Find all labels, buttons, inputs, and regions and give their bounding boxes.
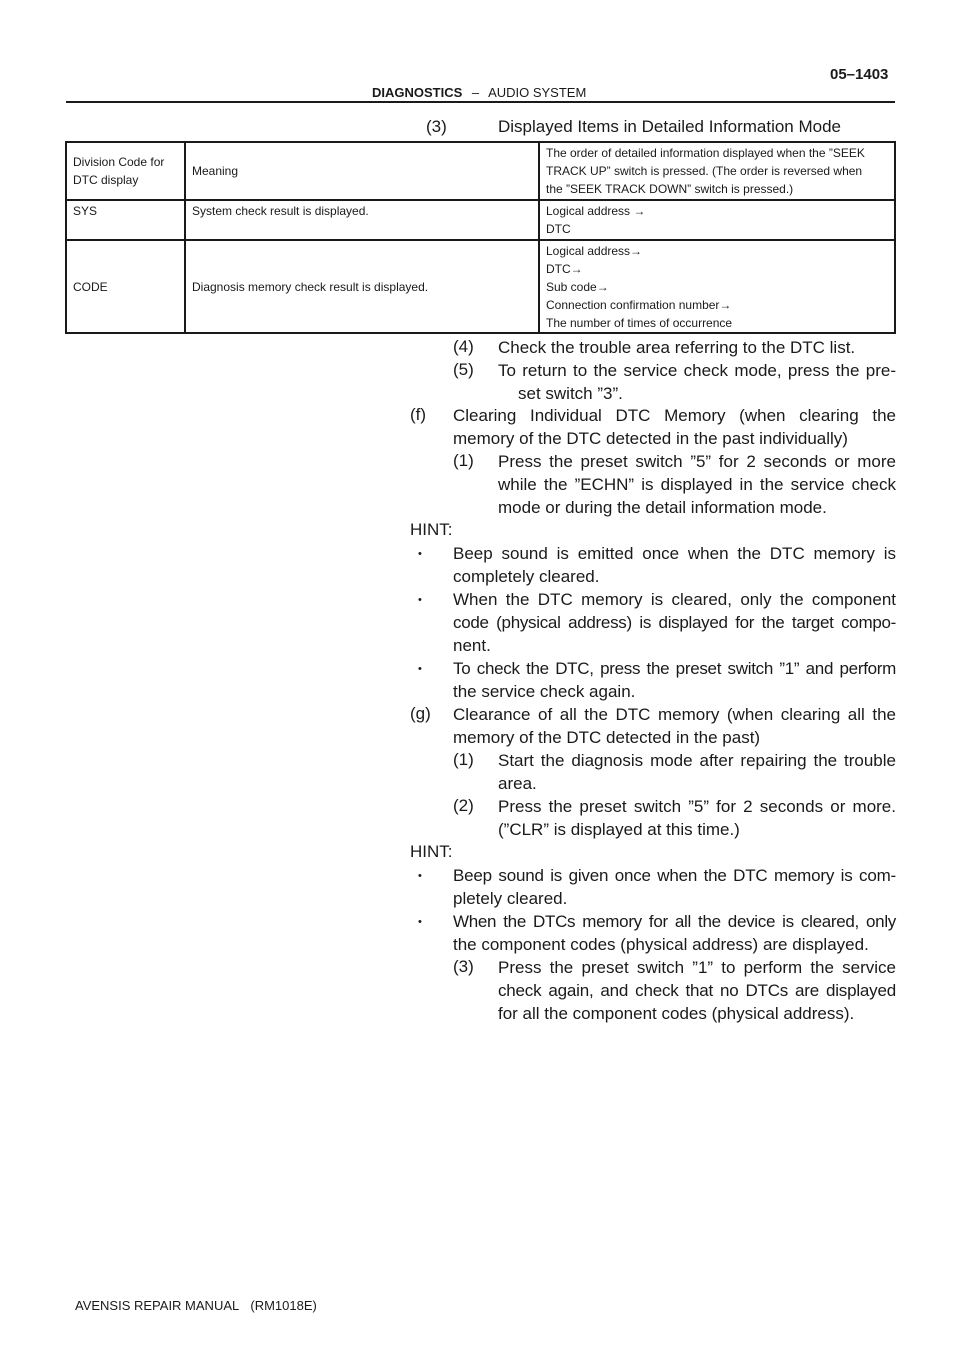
hint-label: HINT:: [410, 520, 453, 539]
header-rule: [66, 101, 895, 103]
step-line: Start the diagnosis mode after repairing the trouble: [498, 751, 896, 770]
table-title-text: Displayed Items in Detailed Information Mode: [498, 117, 841, 136]
hint-line: Beep sound is given once when the DTC memory is com-: [453, 866, 896, 885]
hint-line: When the DTC memory is cleared, only the component: [453, 590, 896, 609]
hint-item: [453, 865, 896, 911]
section-heading: [453, 704, 896, 750]
running-header: [372, 85, 586, 100]
header-order-line: The order of detailed information displayed when the ”SEEK: [546, 146, 865, 160]
table-header-row: [66, 142, 895, 200]
row-order-cell: [539, 240, 895, 333]
step-number: (1): [453, 451, 474, 470]
footer-code: (RM1018E): [250, 1298, 317, 1313]
step-line: check again, and check that no DTCs are displayed: [498, 980, 896, 1000]
step-line: Press the preset switch ”1” to perform the service: [498, 958, 896, 977]
step-number: (3): [453, 957, 474, 976]
table-title-number: (3): [426, 117, 447, 136]
step-line: set switch ”3”.: [518, 383, 623, 403]
hint-line: pletely cleared.: [453, 888, 568, 908]
step-number: (2): [453, 796, 474, 815]
bullet-icon: •: [418, 870, 422, 882]
header-meaning-cell: Meaning: [185, 142, 539, 200]
section-line: memory of the DTC detected in the past): [453, 727, 761, 747]
hint-item: [453, 543, 896, 589]
step-line: To return to the service check mode, press the pre-: [498, 361, 896, 380]
hint-label: HINT:: [410, 842, 453, 861]
section-label: (g): [410, 704, 431, 723]
hint-line: completely cleared.: [453, 566, 600, 586]
hint-line: To check the DTC, press the preset switch ”1” and perform: [453, 659, 896, 678]
page-number: 05–1403: [830, 66, 889, 83]
row-meaning-cell: System check result is displayed.: [185, 200, 539, 240]
row-order-line: Logical address →: [546, 204, 646, 218]
table-row: [66, 200, 895, 240]
header-code-line: DTC display: [73, 173, 139, 187]
row-order-cell: [539, 200, 895, 240]
header-section: DIAGNOSTICS: [372, 85, 463, 100]
bullet-icon: •: [418, 594, 422, 606]
row-order-line: The number of times of occurrence: [546, 316, 733, 330]
step-line: mode or during the detail information mode.: [498, 497, 827, 517]
step-line: Check the trouble area referring to the DTC list.: [498, 338, 856, 357]
row-code-cell: SYS: [66, 200, 185, 240]
header-code-line: Division Code for: [73, 155, 165, 169]
section-line: memory of the DTC detected in the past individually): [453, 428, 848, 448]
hint-line: nent.: [453, 635, 491, 655]
hint-item: [453, 658, 896, 704]
header-code-cell: [66, 142, 185, 200]
row-order-line: Connection confirmation number→: [546, 298, 732, 312]
header-separator: –: [471, 85, 480, 100]
section-line: Clearing Individual DTC Memory (when clearing the: [453, 406, 896, 425]
header-order-cell: [539, 142, 895, 200]
footer-manual: AVENSIS REPAIR MANUAL: [75, 1298, 239, 1313]
section-heading: [453, 405, 896, 451]
row-order-line: DTC: [546, 222, 571, 236]
step-text: [498, 360, 896, 406]
bullet-icon: •: [418, 663, 422, 675]
row-order-line: Logical address→: [546, 244, 643, 258]
table-title: [426, 117, 841, 137]
section-line: Clearance of all the DTC memory (when clearing all the: [453, 705, 896, 724]
hint-line: code (physical address) is displayed for the target compo-: [453, 612, 896, 632]
detailed-info-table: [65, 141, 896, 334]
row-code-cell: CODE: [66, 240, 185, 333]
row-order-line: Sub code→: [546, 280, 609, 294]
step-line: for all the component codes (physical address).: [498, 1003, 855, 1023]
hint-line: the service check again.: [453, 681, 636, 701]
step-line: area.: [498, 773, 537, 793]
step-line: while the ”ECHN” is displayed in the service check: [498, 474, 896, 494]
hint-line: Beep sound is emitted once when the DTC memory is: [453, 544, 896, 563]
step-number: (1): [453, 750, 474, 769]
hint-line: When the DTCs memory for all the device is cleared, only: [453, 912, 896, 931]
row-order-line: DTC→: [546, 262, 583, 276]
step-line: (”CLR” is displayed at this time.): [498, 819, 740, 839]
hint-item: [453, 911, 896, 957]
section-label: (f): [410, 405, 427, 424]
footer: [75, 1298, 317, 1313]
step-line: Press the preset switch ”5” for 2 seconds or more: [498, 452, 896, 471]
bullet-icon: •: [418, 916, 422, 928]
step-text: [498, 337, 896, 360]
hint-line: the component codes (physical address) are displayed.: [453, 934, 869, 954]
step-text: [498, 451, 896, 519]
header-order-line: TRACK UP” switch is pressed. (The order is reversed when: [546, 164, 863, 178]
step-text: [498, 796, 896, 842]
step-line: Press the preset switch ”5” for 2 seconds or more.: [498, 797, 896, 816]
table-row: [66, 240, 895, 333]
bullet-icon: •: [418, 548, 422, 560]
hint-item: [453, 589, 896, 657]
header-subsection: AUDIO SYSTEM: [488, 85, 587, 100]
step-text: [498, 750, 896, 796]
step-number: (4): [453, 337, 474, 356]
header-order-line: the ”SEEK TRACK DOWN” switch is pressed.): [546, 182, 794, 196]
step-number: (5): [453, 360, 474, 379]
step-text: [498, 957, 896, 1025]
row-meaning-cell: Diagnosis memory check result is displayed.: [185, 240, 539, 333]
